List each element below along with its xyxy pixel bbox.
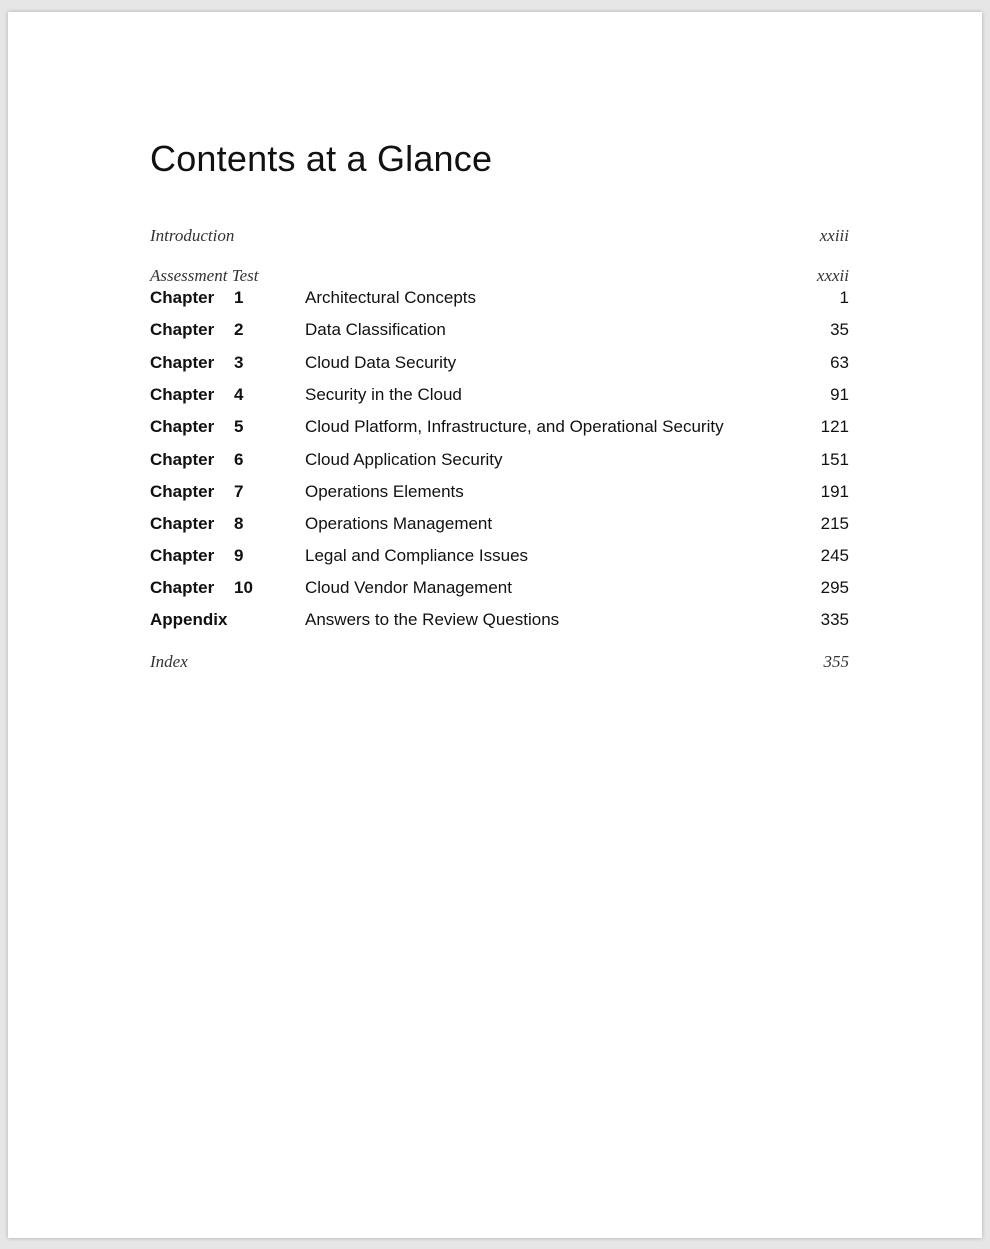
toc-entry-chapter-4[interactable] (150, 383, 849, 407)
toc-entry-chapter-7[interactable] (150, 480, 849, 504)
page-title: Contents at a Glance (150, 138, 493, 179)
chapter-label: Chapter (150, 385, 215, 404)
toc-entry-chapter-2[interactable] (150, 318, 849, 342)
chapter-number: 4 (234, 385, 244, 404)
chapter-page: 215 (820, 514, 849, 533)
chapter-number: 6 (234, 450, 244, 469)
toc-entry-page: xxiii (819, 226, 849, 245)
chapter-title: Operations Elements (305, 482, 464, 501)
chapter-label: Chapter (150, 482, 215, 501)
chapter-label: Chapter (150, 288, 215, 307)
chapter-number: 1 (234, 288, 244, 307)
toc-entry-introduction[interactable] (150, 224, 849, 248)
toc-entry-chapter-10[interactable] (150, 576, 849, 600)
toc-entry-index[interactable] (150, 650, 849, 674)
appendix-label: Appendix (150, 610, 228, 629)
appendix-page: 335 (820, 610, 849, 629)
chapter-title: Cloud Platform, Infrastructure, and Operational Security (305, 417, 724, 436)
chapter-label: Chapter (150, 417, 215, 436)
chapter-title: Cloud Application Security (305, 450, 503, 469)
chapter-title: Security in the Cloud (305, 385, 462, 404)
toc-entry-chapter-3[interactable] (150, 351, 849, 375)
chapter-page: 151 (820, 450, 849, 469)
toc-entry-page: 355 (823, 652, 849, 671)
toc-entry-chapter-1[interactable] (150, 286, 849, 310)
chapter-number: 2 (234, 320, 244, 339)
chapter-number: 9 (234, 546, 244, 565)
chapter-number: 8 (234, 514, 244, 533)
chapter-label: Chapter (150, 450, 215, 469)
chapter-title: Data Classification (305, 320, 446, 339)
toc-entry-label: Assessment Test (150, 266, 259, 285)
chapter-title: Architectural Concepts (305, 288, 477, 307)
chapter-title: Operations Management (305, 514, 493, 533)
document-page (8, 12, 982, 1238)
toc-entry-chapter-6[interactable] (150, 448, 849, 472)
chapter-label: Chapter (150, 546, 215, 565)
toc-entry-assessment-test[interactable] (150, 264, 849, 288)
chapter-number: 10 (234, 578, 253, 597)
toc-entry-chapter-8[interactable] (150, 512, 849, 536)
chapter-title: Cloud Vendor Management (305, 578, 512, 597)
toc-entry-chapter-9[interactable] (150, 544, 849, 568)
chapter-number: 7 (234, 482, 244, 501)
chapter-title: Cloud Data Security (305, 353, 457, 372)
chapter-page: 121 (820, 417, 849, 436)
toc-entry-label: Introduction (150, 226, 235, 245)
toc-entry-label: Index (150, 652, 188, 671)
chapter-page: 35 (830, 320, 849, 339)
chapter-page: 1 (839, 288, 849, 307)
chapter-label: Chapter (150, 353, 215, 372)
chapter-label: Chapter (150, 578, 215, 597)
chapter-label: Chapter (150, 320, 215, 339)
toc-entry-chapter-5[interactable] (150, 415, 849, 439)
toc-entry-appendix[interactable] (150, 608, 849, 632)
chapter-page: 295 (820, 578, 849, 597)
chapter-page: 63 (830, 353, 849, 372)
chapter-number: 3 (234, 353, 244, 372)
chapter-page: 191 (820, 482, 849, 501)
chapter-number: 5 (234, 417, 244, 436)
chapter-page: 91 (830, 385, 849, 404)
chapter-label: Chapter (150, 514, 215, 533)
toc-entry-page: xxxii (816, 266, 849, 285)
chapter-page: 245 (820, 546, 849, 565)
appendix-title: Answers to the Review Questions (305, 610, 560, 629)
chapter-title: Legal and Compliance Issues (305, 546, 529, 565)
